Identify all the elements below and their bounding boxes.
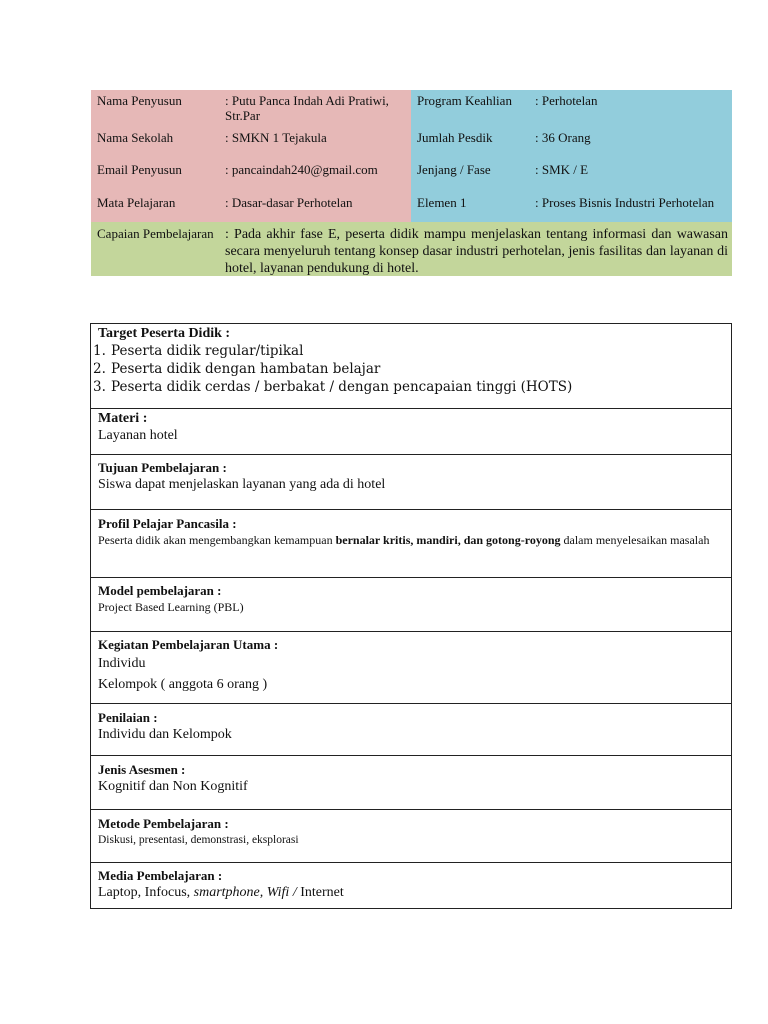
info-row-nama-sekolah [91,126,411,156]
info-label: Nama Penyusun [97,93,182,108]
section-title: Media Pembelajaran : [98,868,223,883]
section-penilaian [91,704,731,756]
info-table [91,90,732,276]
info-label: Mata Pelajaran [97,195,176,210]
info-value: : SMK / E [535,162,589,177]
section-profil [91,510,731,578]
section-target [91,324,731,409]
info-label: Jenjang / Fase [417,162,491,177]
section-text: Kognitif dan Non Kognitif [98,779,248,794]
capaian-row [91,222,732,276]
section-tujuan [91,455,731,510]
info-row-mata-pelajaran [91,190,411,222]
info-row-jumlah-pesdik [411,126,732,156]
info-right-column [411,90,732,222]
info-row-program-keahlian [411,90,732,126]
list-item: 3. Peserta didik cerdas / berbakat / dengan pencapaian tinggi (HOTS) [93,379,573,395]
info-row-elemen [411,190,732,222]
list-item: 2. Peserta didik dengan hambatan belajar [93,361,381,377]
info-left-column [91,90,411,222]
section-title: Materi : [98,411,148,426]
info-label: Jumlah Pesdik [417,130,493,145]
section-text: Peserta didik akan mengembangkan kemampuan bernalar kritis, mandiri, dan gotong-royong dalam menyelesaikan masalah [98,533,710,547]
section-text: Diskusi, presentasi, demonstrasi, eksplorasi [98,834,299,846]
info-value: : Putu Panca Indah Adi Pratiwi, Str.Par [225,93,389,123]
info-value: : Proses Bisnis Industri Perhotelan [535,195,715,210]
capaian-label: Capaian Pembelajaran [97,226,214,241]
section-title: Kegiatan Pembelajaran Utama : [98,637,279,652]
section-text: Individu dan Kelompok [98,727,232,742]
section-media [91,863,731,908]
info-row-email [91,156,411,190]
section-title: Tujuan Pembelajaran : [98,460,227,475]
section-metode [91,810,731,863]
section-text: Laptop, Infocus, smartphone, Wifi / Internet [98,885,344,900]
section-text-2: Kelompok ( anggota 6 orang ) [98,677,268,692]
section-title: Penilaian : [98,710,158,725]
section-title: Model pembelajaran : [98,583,222,598]
info-label: Program Keahlian [417,93,512,108]
target-list [93,342,724,396]
section-title: Metode Pembelajaran : [98,816,229,831]
section-title: Target Peserta Didik : [98,326,231,341]
info-row-nama-penyusun [91,90,411,126]
section-text-1: Individu [98,656,146,671]
section-text: Project Based Learning (PBL) [98,600,244,614]
section-text: Siswa dapat menjelaskan layanan yang ada di hotel [98,477,386,492]
info-row-jenjang [411,156,732,190]
info-label: Elemen 1 [417,195,467,210]
info-value: : SMKN 1 Tejakula [225,130,327,145]
lesson-plan-table [90,323,732,909]
section-text: Layanan hotel [98,428,178,443]
info-value: : pancaindah240@gmail.com [225,162,378,177]
section-asesmen [91,756,731,810]
section-kegiatan [91,632,731,704]
list-item: 1. Peserta didik regular/tipikal [93,343,304,359]
info-value: : Dasar-dasar Perhotelan [225,195,353,210]
info-label: Nama Sekolah [97,130,174,145]
info-value: : Perhotelan [535,93,598,108]
section-title: Jenis Asesmen : [98,762,186,777]
section-model [91,578,731,632]
capaian-value: : Pada akhir fase E, peserta didik mampu menjelaskan tentang informasi dan wawasan secara menyeluruh tentang konsep dasar industri perhotelan, jenis fasilitas dan layanan di hotel, layanan pendukung di hotel. [225,227,728,276]
section-title: Profil Pelajar Pancasila : [98,516,237,531]
info-value: : 36 Orang [535,130,591,145]
info-label: Email Penyusun [97,162,182,177]
section-materi [91,409,731,455]
